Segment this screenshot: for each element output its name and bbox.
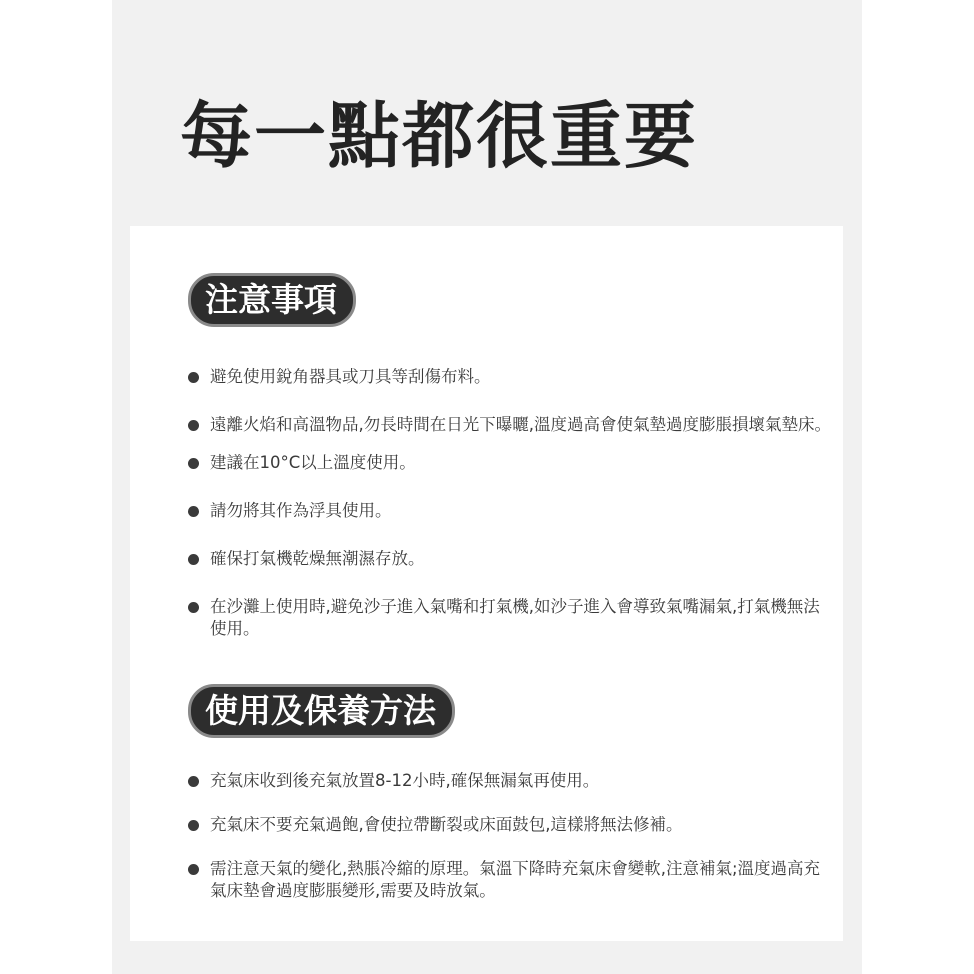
bullet-icon xyxy=(188,420,199,431)
list-item: 建議在10°C以上溫度使用。 xyxy=(186,452,836,474)
section-title-precautions: 注意事項 xyxy=(188,273,356,327)
bullet-icon xyxy=(188,820,199,831)
list-item: 充氣床收到後充氣放置8-12小時,確保無漏氣再使用。 xyxy=(186,770,836,792)
list-item: 在沙灘上使用時,避免沙子進入氣嘴和打氣機,如沙子進入會導致氣嘴漏氣,打氣機無法使用。 xyxy=(186,596,836,640)
list-item: 遠離火焰和高溫物品,勿長時間在日光下曝曬,溫度過高會使氣墊過度膨脹損壞氣墊床。 xyxy=(186,414,836,436)
precautions-list xyxy=(186,366,836,656)
usage-care-list xyxy=(186,770,836,924)
section-title-usage-care: 使用及保養方法 xyxy=(188,684,455,738)
bullet-icon xyxy=(188,776,199,787)
list-item: 需注意天氣的變化,熱脹冷縮的原理。氣溫下降時充氣床會變軟,注意補氣;溫度過高充氣床墊會過度膨脹變形,需要及時放氣。 xyxy=(186,858,836,902)
bullet-icon xyxy=(188,864,199,875)
list-item: 充氣床不要充氣過飽,會使拉帶斷裂或床面鼓包,這樣將無法修補。 xyxy=(186,814,836,836)
page-title: 每一點都很重要 xyxy=(180,94,699,178)
bullet-icon xyxy=(188,458,199,469)
bullet-icon xyxy=(188,602,199,613)
bullet-icon xyxy=(188,372,199,383)
list-item: 避免使用銳角器具或刀具等刮傷布料。 xyxy=(186,366,836,388)
list-item: 請勿將其作為浮具使用。 xyxy=(186,500,836,522)
bullet-icon xyxy=(188,554,199,565)
bullet-icon xyxy=(188,506,199,517)
list-item: 確保打氣機乾燥無潮濕存放。 xyxy=(186,548,836,570)
